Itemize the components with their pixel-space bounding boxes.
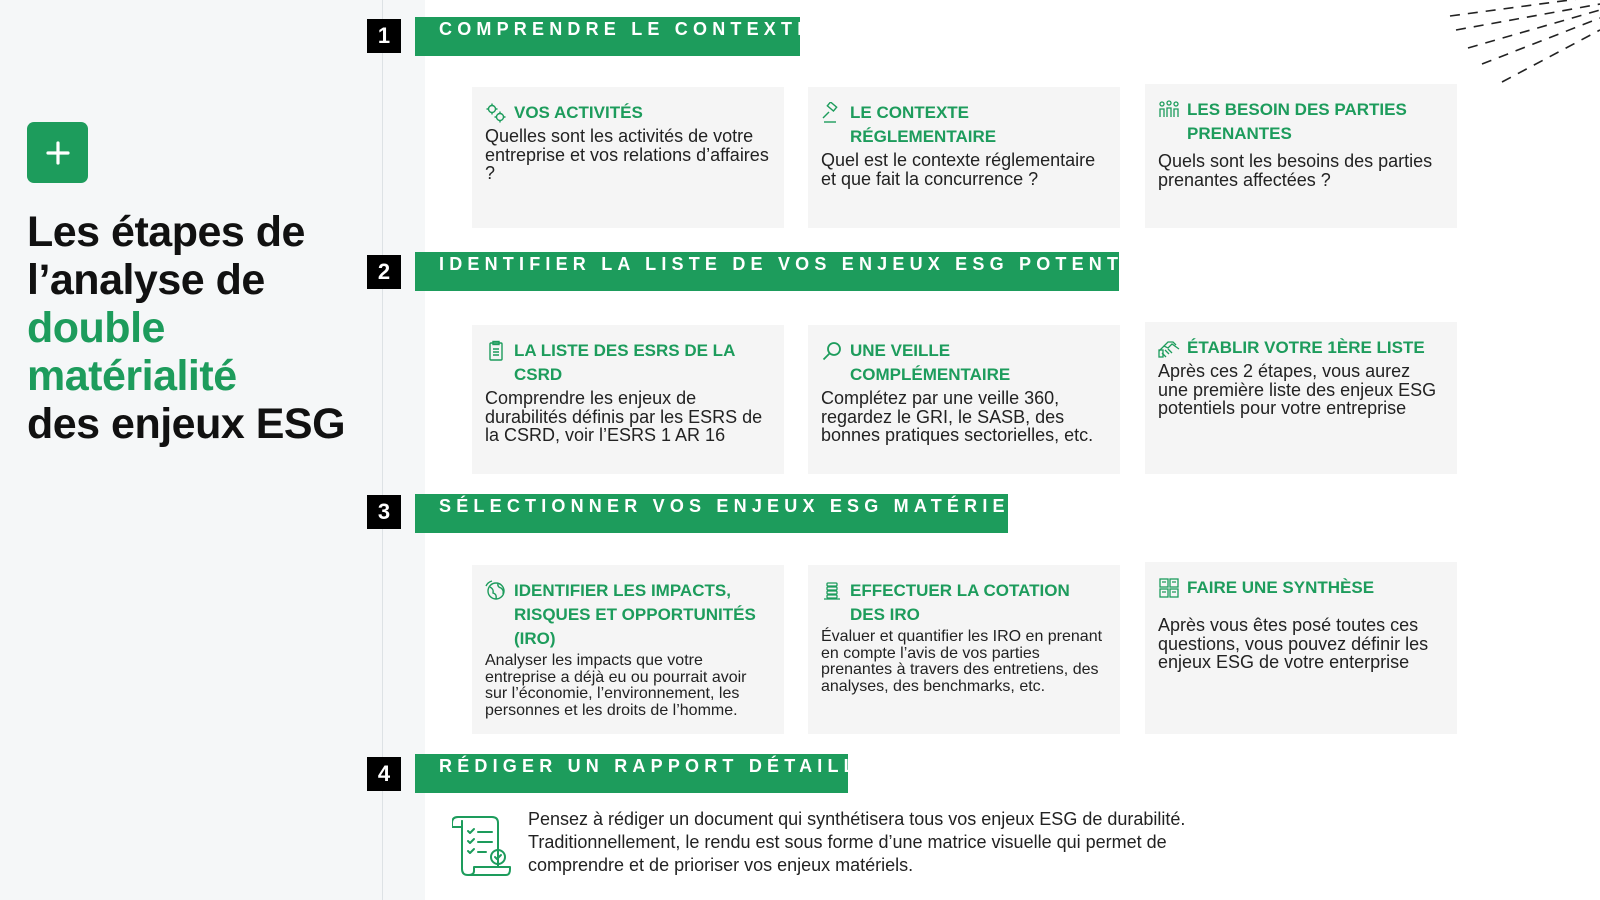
magnifier-icon xyxy=(821,340,843,362)
step-2-number: 2 xyxy=(367,255,401,289)
step-3-number: 3 xyxy=(367,495,401,529)
step-2-label: IDENTIFIER LA LISTE DE VOS ENJEUX ESG POTENTIELS xyxy=(415,252,1119,291)
card-text: Quels sont les besoins des parties prenantes affectées ? xyxy=(1158,151,1433,190)
card-rating xyxy=(808,565,1120,734)
card-regulation xyxy=(808,87,1120,228)
gears-icon xyxy=(485,102,507,124)
clipboard-icon xyxy=(485,340,507,362)
card-text: Évaluer et quantifier les IRO en prenant en compte l’avis de vos parties prenantes à travers des entretiens, des analyses, des benchmarks, etc. xyxy=(821,628,1103,695)
step-4-number: 4 xyxy=(367,757,401,791)
step-1-number: 1 xyxy=(367,19,401,53)
card-watch xyxy=(808,325,1120,474)
card-synthesis xyxy=(1145,562,1457,734)
gavel-icon xyxy=(821,102,843,124)
decorative-dashes-icon xyxy=(1410,0,1600,90)
card-text: Après vous êtes posé toutes ces questions, vous pouvez définir les enjeux ESG de votre enterprise xyxy=(1158,615,1429,672)
checklist-scroll-icon xyxy=(452,813,512,877)
step-3-label: SÉLECTIONNER VOS ENJEUX ESG MATÉRIELS xyxy=(415,494,1008,533)
card-text: Quelles sont les activités de votre entreprise et vos relations d’affaires ? xyxy=(485,126,769,183)
card-stakeholders xyxy=(1145,84,1457,228)
coins-icon xyxy=(821,580,843,602)
report-text: Pensez à rédiger un document qui synthétisera tous vos enjeux ESG de durabilité. Traditionnellement, le rendu est sous forme d’une matrice visuelle qui permet de comprendre et de prioriser vos enjeux matériels. xyxy=(528,809,1186,875)
card-text: Après ces 2 étapes, vous aurez une première liste des enjeux ESG potentiels pour votre entreprise xyxy=(1158,361,1437,418)
card-title: ÉTABLIR VOTRE 1ÈRE LISTE xyxy=(1187,338,1425,357)
card-title: EFFECTUER LA COTATION DES IRO xyxy=(850,581,1070,624)
card-title: IDENTIFIER LES IMPACTS, RISQUES ET OPPORTUNITÉS (IRO) xyxy=(514,581,756,648)
card-title: VOS ACTIVITÉS xyxy=(514,103,643,122)
card-first-list xyxy=(1145,322,1457,474)
card-activities xyxy=(472,87,784,228)
card-esrs-list xyxy=(472,325,784,474)
card-title: LES BESOIN DES PARTIES PRENANTES xyxy=(1187,100,1407,143)
card-text: Complétez par une veille 360, regardez le GRI, le SASB, des bonnes pratiques sectorielles, etc. xyxy=(821,388,1094,445)
title-line-1: Les étapes de xyxy=(27,208,305,256)
plus-icon xyxy=(27,122,88,183)
title-line-5: des enjeux ESG xyxy=(27,400,346,448)
card-text: Analyser les impacts que votre entreprise a déjà eu ou pourrait avoir sur l’économie, l’environnement, les personnes et les droits de l’homme. xyxy=(485,652,747,719)
card-title: LA LISTE DES ESRS DE LA CSRD xyxy=(514,341,735,384)
step-1-label: COMPRENDRE LE CONTEXTE xyxy=(415,17,800,56)
people-icon xyxy=(1158,99,1180,121)
card-text: Quel est le contexte réglementaire et que fait la concurrence ? xyxy=(821,150,1096,189)
handshake-icon xyxy=(1158,337,1180,359)
page-title xyxy=(27,208,397,448)
card-title: LE CONTEXTE RÉGLEMENTAIRE xyxy=(850,103,997,146)
globe-icon xyxy=(485,580,507,602)
title-line-3: double xyxy=(27,304,165,352)
card-title: FAIRE UNE SYNTHÈSE xyxy=(1187,578,1375,597)
title-line-2: l’analyse de xyxy=(27,256,265,304)
grid-icon xyxy=(1158,577,1180,599)
step-4-label: RÉDIGER UN RAPPORT DÉTAILLÉ xyxy=(415,754,848,793)
card-text: Comprendre les enjeux de durabilités définis par les ESRS de la CSRD, voir l’ESRS 1 AR 16 xyxy=(485,388,763,445)
card-title: UNE VEILLE COMPLÉMENTAIRE xyxy=(850,341,1011,384)
title-line-4: matérialité xyxy=(27,352,237,400)
card-iro xyxy=(472,565,784,734)
